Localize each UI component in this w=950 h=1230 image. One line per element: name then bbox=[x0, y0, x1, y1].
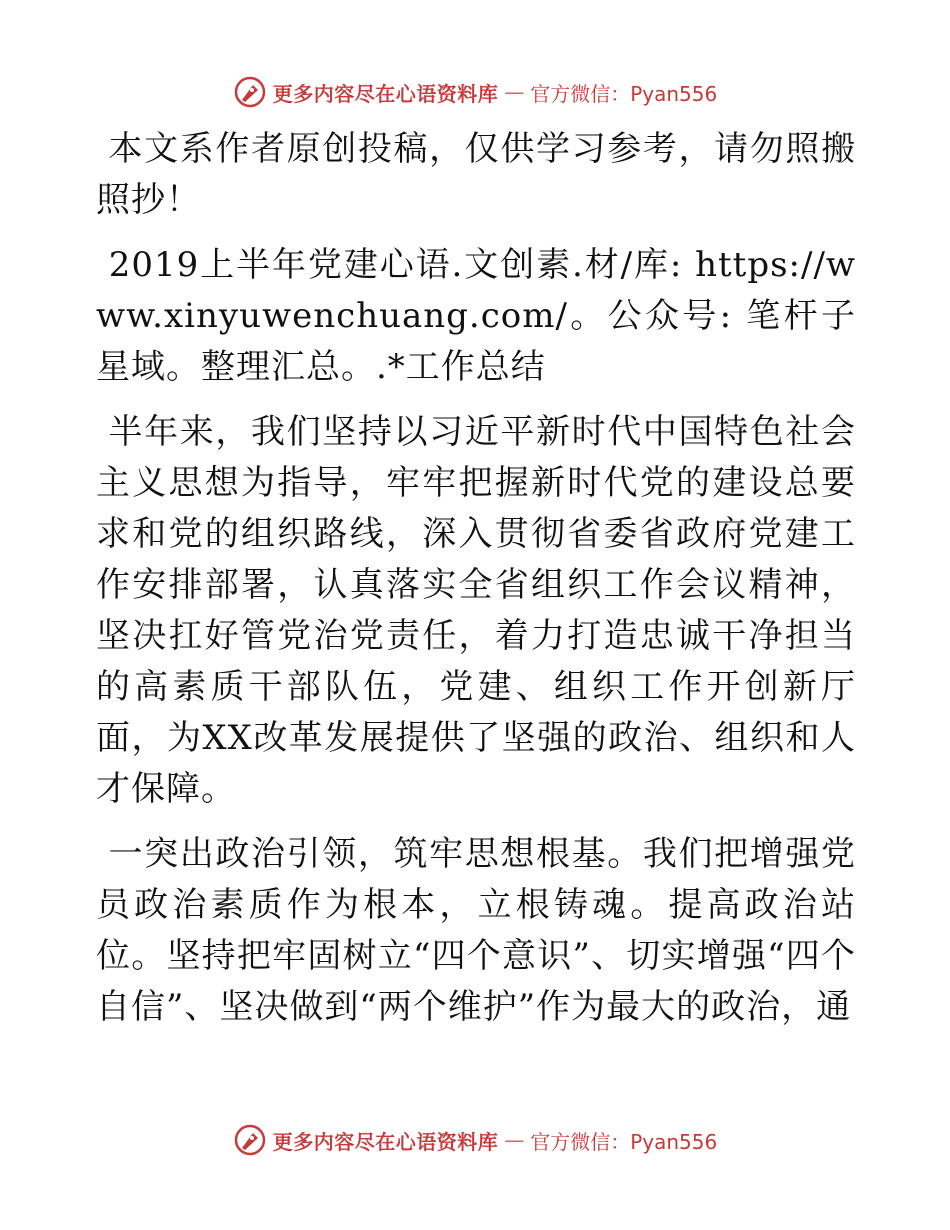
watermark-brand: 更多内容尽在心语资料库 bbox=[272, 1129, 499, 1154]
paragraph-source: 2019上半年党建心语.文创素.材/库: https://www.xinyuwenchuang.com/。公众号: 笔杆子星域。整理汇总。.*工作总结 bbox=[96, 245, 857, 387]
pen-nib-logo-icon bbox=[233, 75, 267, 109]
watermark-contact: 官方微信：Pyan556 bbox=[530, 81, 718, 106]
footer-watermark bbox=[0, 1118, 950, 1162]
watermark-separator: — bbox=[504, 1128, 525, 1152]
paragraph-intro: 半年来，我们坚持以习近平新时代中国特色社会主义思想为指导，牢牢把握新时代党的建设总要求和党的组织路线，深入贯彻省委省政府党建工作安排部署，认真落实全省组织工作会议精神，坚决扛好管党治党责任，着力打造忠诚干净担当的高素质干部队伍，党建、组织工作开创新厅面，为XX改革发展提供了坚强的政治、组织和人才保障。 bbox=[96, 412, 856, 809]
watermark-separator: — bbox=[504, 80, 525, 104]
document-body bbox=[96, 124, 856, 1047]
pen-nib-logo-icon bbox=[233, 1123, 267, 1157]
header-watermark bbox=[0, 70, 950, 114]
watermark-contact: 官方微信：Pyan556 bbox=[530, 1129, 718, 1154]
paragraph-disclaimer: 本文系作者原创投稿，仅供学习参考，请勿照搬照抄！ bbox=[96, 129, 856, 220]
watermark-brand: 更多内容尽在心语资料库 bbox=[272, 81, 499, 106]
paragraph-section-one: 一突出政治引领，筑牢思想根基。我们把增强党员政治素质作为根本，立根铸魂。提高政治站位。坚持把牢固树立“四个意识”、切实增强“四个自信”、坚决做到“两个维护”作为最大的政治，通 bbox=[96, 834, 856, 1027]
